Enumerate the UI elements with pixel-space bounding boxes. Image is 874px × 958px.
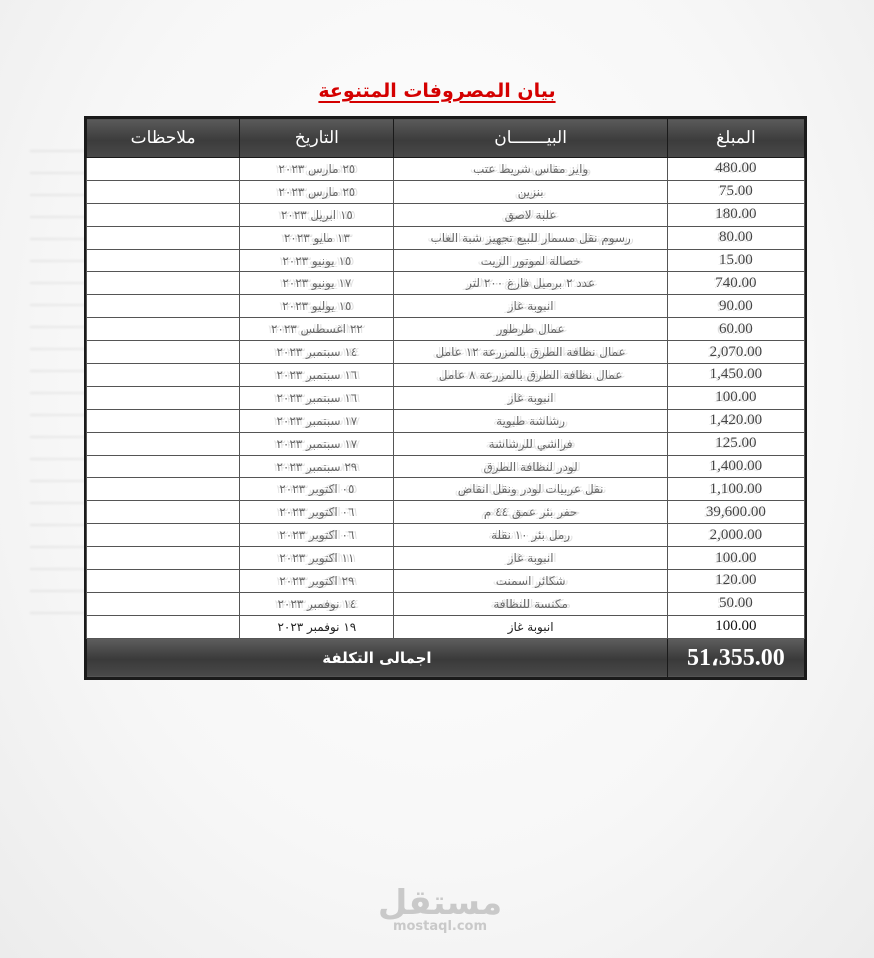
date-cell: ١٥ يونيو ٢٠٢٣ [240,249,394,272]
description-cell: رمل بئر ١٠ نقلة [394,524,667,547]
logo-url: mostaql.com [392,919,488,934]
amount-cell: 125.00 [667,432,804,455]
notes-cell [87,615,240,638]
notes-cell [87,409,240,432]
notes-cell [87,501,240,524]
amount-cell: 39,600.00 [667,501,804,524]
notes-cell [87,524,240,547]
table-row [87,341,805,364]
date-cell: ٢٥ مارس ٢٠٢٣ [240,180,394,203]
description-cell: لودر لنظافة الطرق [394,455,667,478]
amount-cell: 50.00 [667,592,804,615]
date-cell: ١٣ مايو ٢٠٢٣ [240,226,394,249]
description-cell: رشاشة طبوية [394,409,667,432]
description-cell: وايز مقاس شريط عتب [394,158,667,181]
notes-cell [87,364,240,387]
table-row [87,409,805,432]
amount-cell: 1,100.00 [667,478,804,501]
amount-cell: 15.00 [667,249,804,272]
description-cell: عدد ٢ برميل فارغ ٢٠٠ لتر [394,272,667,295]
amount-cell: 120.00 [667,570,804,593]
header-date: التاريخ [240,119,394,158]
table-header-row [87,119,805,158]
table-row [87,570,805,593]
notes-cell [87,203,240,226]
amount-cell: 1,420.00 [667,409,804,432]
amount-cell: 90.00 [667,295,804,318]
notes-cell [87,386,240,409]
table-row [87,226,805,249]
description-cell: انبوبة غاز [394,547,667,570]
notes-cell [87,455,240,478]
amount-cell: 75.00 [667,180,804,203]
table-row [87,432,805,455]
table-row [87,364,805,387]
notes-cell [87,180,240,203]
total-label: اجمالى التكلفة [87,638,668,677]
date-cell: ١٧ سبتمبر ٢٠٢٣ [240,409,394,432]
table-row [87,295,805,318]
notes-cell [87,570,240,593]
amount-cell: 80.00 [667,226,804,249]
description-cell: حفر بئر عمق ٤٤ م [394,501,667,524]
date-cell: ١٥ يوليو ٢٠٢٣ [240,295,394,318]
amount-cell: 480.00 [667,158,804,181]
table-row [87,203,805,226]
page-title [0,80,874,102]
table-row [87,180,805,203]
notes-cell [87,226,240,249]
description-cell: عمال طرطور [394,318,667,341]
amount-cell: 60.00 [667,318,804,341]
amount-cell: 1,400.00 [667,455,804,478]
date-cell: ٢٥ مارس ٢٠٢٣ [240,158,394,181]
notes-cell [87,158,240,181]
notes-cell [87,249,240,272]
table-row [87,592,805,615]
date-cell: ٠٦ اكتوبر ٢٠٢٣ [240,524,394,547]
amount-cell: 2,000.00 [667,524,804,547]
header-amount: المبلغ [667,119,804,158]
table-row [87,318,805,341]
date-cell: ١٩ نوفمبر ٢٠٢٣ [240,615,394,638]
table-row [87,615,805,638]
table-row [87,386,805,409]
mostaql-logo [370,885,510,934]
amount-cell: 740.00 [667,272,804,295]
table-row [87,524,805,547]
description-cell: شكائر اسمنت [394,570,667,593]
description-cell: عمال نظافة الطرق بالمزرعة ١٢ عامل [394,341,667,364]
table-row [87,478,805,501]
expenses-table [84,116,807,680]
date-cell: ١٦ سبتمبر ٢٠٢٣ [240,364,394,387]
logo-arabic: مستقل [377,883,503,923]
table-row [87,272,805,295]
description-cell: مكنسة للنظافة [394,592,667,615]
date-cell: ١٤ سبتمبر ٢٠٢٣ [240,341,394,364]
amount-cell: 2,070.00 [667,341,804,364]
description-cell: فراشي للرشاشة [394,432,667,455]
description-cell: نقل عربيات لودر ونقل انقاض [394,478,667,501]
scan-artifact [30,150,90,630]
table-row [87,455,805,478]
header-notes: ملاحظات [87,119,240,158]
amount-cell: 180.00 [667,203,804,226]
date-cell: ٠٦ اكتوبر ٢٠٢٣ [240,501,394,524]
date-cell: ١٦ سبتمبر ٢٠٢٣ [240,386,394,409]
description-cell: خصالة لموتور الزيت [394,249,667,272]
description-cell: انبوبة غاز [394,295,667,318]
date-cell: ٢٢ اغسطس ٢٠٢٣ [240,318,394,341]
header-description: البيـــــــان [394,119,667,158]
date-cell: ٢٩ سبتمبر ٢٠٢٣ [240,455,394,478]
description-cell: بنزين [394,180,667,203]
description-cell: عمال نظافة الطرق بالمزرعة ٨ عامل [394,364,667,387]
date-cell: ٠٥ اكتوبر ٢٠٢٣ [240,478,394,501]
description-cell: انبوبة غاز [394,615,667,638]
date-cell: ١٧ سبتمبر ٢٠٢٣ [240,432,394,455]
notes-cell [87,341,240,364]
total-row [87,638,805,677]
table-row [87,501,805,524]
notes-cell [87,592,240,615]
notes-cell [87,432,240,455]
date-cell: ٢٩ اكتوبر ٢٠٢٣ [240,570,394,593]
notes-cell [87,318,240,341]
notes-cell [87,272,240,295]
amount-cell: 100.00 [667,615,804,638]
total-value: 51،355.00 [667,638,804,677]
notes-cell [87,295,240,318]
title-text: بيان المصروفات المتنوعة [318,80,556,102]
amount-cell: 100.00 [667,386,804,409]
description-cell: رسوم نقل مسمار للبيع تجهيز شبة الغاب [394,226,667,249]
table-row [87,547,805,570]
notes-cell [87,478,240,501]
date-cell: ١٧ يونيو ٢٠٢٣ [240,272,394,295]
description-cell: علبة لاصق [394,203,667,226]
date-cell: ١٤ نوفمبر ٢٠٢٣ [240,592,394,615]
amount-cell: 100.00 [667,547,804,570]
date-cell: ١٥ ابريل ٢٠٢٣ [240,203,394,226]
table-row [87,158,805,181]
notes-cell [87,547,240,570]
table-row [87,249,805,272]
date-cell: ١١ اكتوبر ٢٠٢٣ [240,547,394,570]
description-cell: انبوبة غاز [394,386,667,409]
amount-cell: 1,450.00 [667,364,804,387]
